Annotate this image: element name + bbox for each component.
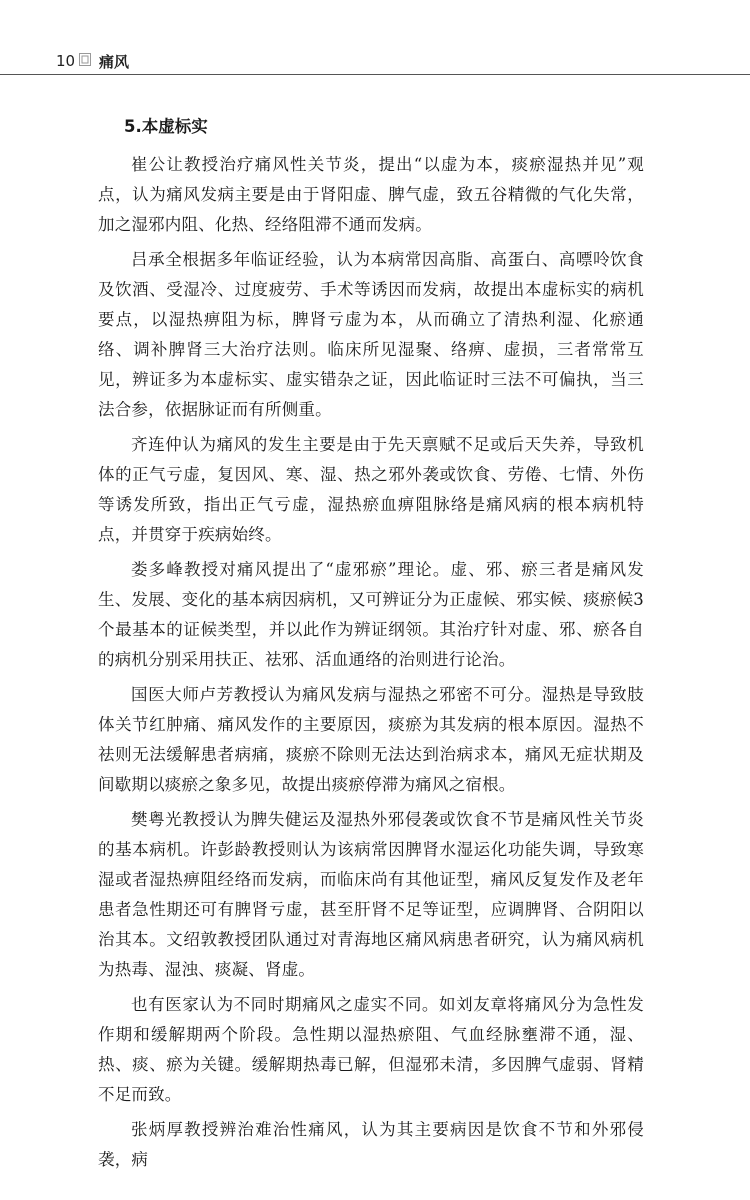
paragraph: 齐连仲认为痛风的发生主要是由于先天禀赋不足或后天失养，导致机体的正气亏虚，复因风、寒、湿、热之邪外袭或饮食、劳倦、七情、外伤等诱发所致，指出正气亏虚，湿热瘀血痹阻脉络是痛风病的根本病机特点，并贯穿于疾病始终。: [98, 435, 644, 544]
running-title: 痛风: [99, 53, 130, 71]
page-header: [0, 0, 750, 80]
header-rule: [0, 74, 750, 75]
paragraph: 国医大师卢芳教授认为痛风发病与湿热之邪密不可分。湿热是导致肢体关节红肿痛、痛风发作的主要原因，痰瘀为其发病的根本原因。湿热不祛则无法缓解患者病痛，痰瘀不除则无法达到治病求本，痛风无症状期及间歇期以痰瘀之象多见，故提出痰瘀停滞为痛风之宿根。: [98, 685, 644, 794]
section-title: 5.本虚标实: [124, 117, 208, 136]
page-number: 10: [56, 52, 76, 70]
paragraph: 吕承全根据多年临证经验，认为本病常因高脂、高蛋白、高嘌呤饮食及饮酒、受湿冷、过度疲劳、手术等诱因而发病，故提出本虚标实的病机要点，以湿热痹阻为标，脾肾亏虚为本，从而确立了清热利湿、化瘀通络、调补脾肾三大治疗法则。临床所见湿聚、络痹、虚损，三者常常互见，辨证多为本虚标实、虚实错杂之证，因此临证时三法不可偏执，当三法合参，依据脉证而有所侧重。: [98, 250, 644, 419]
paragraph: 张炳厚教授辨治难治性痛风，认为其主要病因是饮食不节和外邪侵袭，病: [98, 1120, 644, 1169]
paragraph: 也有医家认为不同时期痛风之虚实不同。如刘友章将痛风分为急性发作期和缓解期两个阶段。急性期以湿热瘀阻、气血经脉壅滞不通，湿、热、痰、瘀为关键。缓解期热毒已解，但湿邪未清，多因脾气虚弱、肾精不足而致。: [98, 995, 644, 1104]
paragraph: 娄多峰教授对痛风提出了“虚邪瘀”理论。虚、邪、瘀三者是痛风发生、发展、变化的基本病因病机，又可辨证分为正虚候、邪实候、痰瘀候3个最基本的证候类型，并以此作为辨证纲领。其治疗针对虚、邪、瘀各自的病机分别采用扶正、祛邪、活血通络的治则进行论治。: [98, 560, 644, 669]
paragraph: 崔公让教授治疗痛风性关节炎，提出“以虚为本，痰瘀湿热并见”观点，认为痛风发病主要是由于肾阳虚、脾气虚，致五谷精微的气化失常，加之湿邪内阻、化热、经络阻滞不通而发病。: [98, 155, 644, 234]
header-ornament-icon: [79, 53, 91, 66]
page-body: [98, 114, 644, 1180]
paragraph: 樊粤光教授认为脾失健运及湿热外邪侵袭或饮食不节是痛风性关节炎的基本病机。许彭龄教授则认为该病常因脾肾水湿运化功能失调，导致寒湿或者湿热痹阻经络而发病，而临床尚有其他证型，痛风反复发作及老年患者急性期还可有脾肾亏虚，甚至肝肾不足等证型，应调脾肾、合阴阳以治其本。文绍敦教授团队通过对青海地区痛风病患者研究，认为痛风病机为热毒、湿浊、痰凝、肾虚。: [98, 810, 644, 979]
